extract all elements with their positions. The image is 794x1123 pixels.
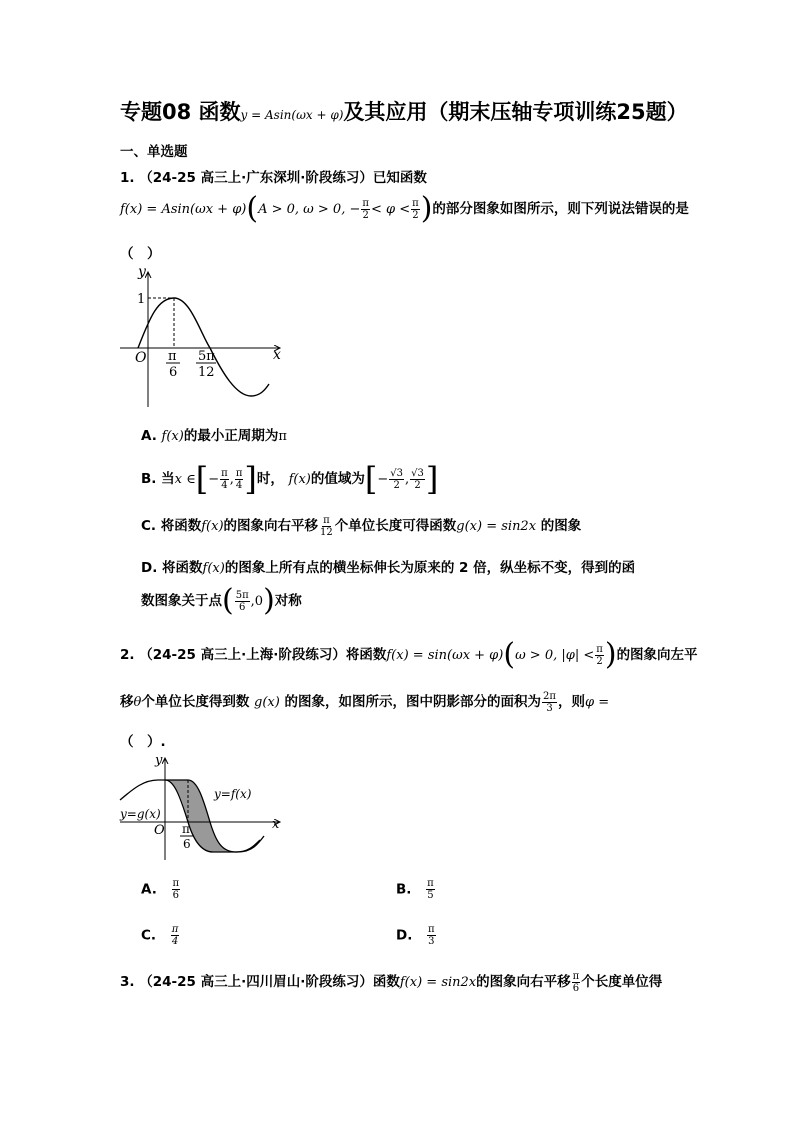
q1-graph: [118, 262, 288, 412]
q1-source: （24-25 高三上·广东深圳·阶段练习）已知函数: [139, 170, 427, 186]
q1-option-a[interactable]: A. f(x)的最小正周期为π: [141, 428, 287, 444]
q1-tick1-den: 6: [169, 365, 178, 380]
q2-origin-label: O: [154, 823, 165, 838]
q1-tick2-num: 5π: [198, 349, 215, 364]
q1-option-c[interactable]: C. 将函数f(x)的图象向右平移 $\frac{\pi}{12}$ 个单位长度可得函数g(x) = sin2x 的图象: [141, 514, 582, 538]
q1-func: f(x) = Asin(ωx + φ): [120, 202, 247, 217]
q1-origin-label: O: [135, 350, 147, 366]
q1-x-label: x: [273, 347, 281, 363]
q1-tail: 的部分图象如图所示，则下列说法错误的是: [432, 201, 689, 217]
q1-paren: （ ）: [120, 246, 161, 262]
q2-option-d[interactable]: D. $\frac{\pi}{3}$: [396, 924, 435, 947]
q1-curve: [138, 298, 269, 396]
title-prefix: 专题08 函数: [120, 100, 241, 124]
q1-option-d-line2: 数图象关于点( $\frac{5\pi}{6}$ ,0)对称: [141, 583, 302, 618]
q1-header: [120, 166, 427, 186]
title-suffix: 及其应用（期末压轴专项训练25题）: [343, 100, 688, 124]
q2-y-label: y: [155, 753, 163, 768]
q1-option-d[interactable]: D. 将函数f(x)的图象上所有点的横坐标伸长为原来的 2 倍，纵坐标不变，得到的函: [141, 560, 636, 576]
q1-statement: f(x) = Asin(ωx + φ)(A > 0, ω > 0, − $\frac{\pi}{2}$ < φ < $\frac{\pi}{2}$ )的部分图象如图所示，则下列说法错误的是: [120, 191, 689, 226]
q2-tick-den: 6: [183, 837, 191, 851]
q2-statement: 2. （24-25 高三上·上海·阶段练习）将函数f(x) = sin(ωx + φ)(ω > 0, |φ| < $\frac{\pi}{2}$ )的图象向左平: [120, 637, 698, 672]
q2-tick-num: π: [182, 822, 190, 836]
q1-option-b[interactable]: B. 当x ∈[− $\frac{\pi}{4}$ , $\frac{\pi}{4}$ ]时， f(x)的值域为[− $\frac{√3}{2}$ , $\frac{√3}{2}$ ]: [141, 460, 439, 498]
q1-tick1-num: π: [168, 349, 177, 364]
q2-number: 2.: [120, 647, 135, 663]
q2-option-c[interactable]: C. $\frac{\pi}{4}$: [141, 924, 179, 947]
q2-graph: [118, 752, 288, 864]
q2-f-label: y=f(x): [214, 787, 252, 801]
q1-frac-a: $\frac{\pi}{2}$: [362, 197, 369, 221]
q2-x-label: x: [272, 817, 280, 832]
q2-g-label: y=g(x): [120, 807, 161, 821]
q1-number: 1.: [120, 170, 135, 186]
page-title: [120, 96, 688, 126]
q1-tick2-den: 12: [198, 365, 215, 380]
q1-cond-mid: < φ <: [370, 202, 411, 217]
q1-cond: A > 0, ω > 0, −: [258, 202, 361, 217]
q2-paren: （ ）.: [120, 734, 166, 750]
q3-number: 3.: [120, 974, 135, 990]
q1-y-label: y: [138, 264, 146, 280]
q2-statement-line2: 移θ个单位长度得到数 g(x) 的图象，如图所示，图中阴影部分的面积为 $\frac{2\pi}{3}$ ，则φ =: [120, 690, 610, 714]
q1-frac-b: $\frac{\pi}{2}$: [412, 197, 419, 221]
section-heading: 一、单选题: [120, 144, 188, 160]
q2-option-b[interactable]: B. $\frac{\pi}{5}$: [396, 878, 434, 901]
q3-statement: 3. （24-25 高三上·四川眉山·阶段练习）函数f(x) = sin2x的图象向右平移 $\frac{\pi}{6}$ 个长度单位得: [120, 970, 663, 994]
title-formula: y = Asin(ωx + φ): [240, 108, 344, 122]
q1-one-label: 1: [137, 292, 146, 307]
q2-option-a[interactable]: A. $\frac{\pi}{6}$: [141, 878, 180, 901]
